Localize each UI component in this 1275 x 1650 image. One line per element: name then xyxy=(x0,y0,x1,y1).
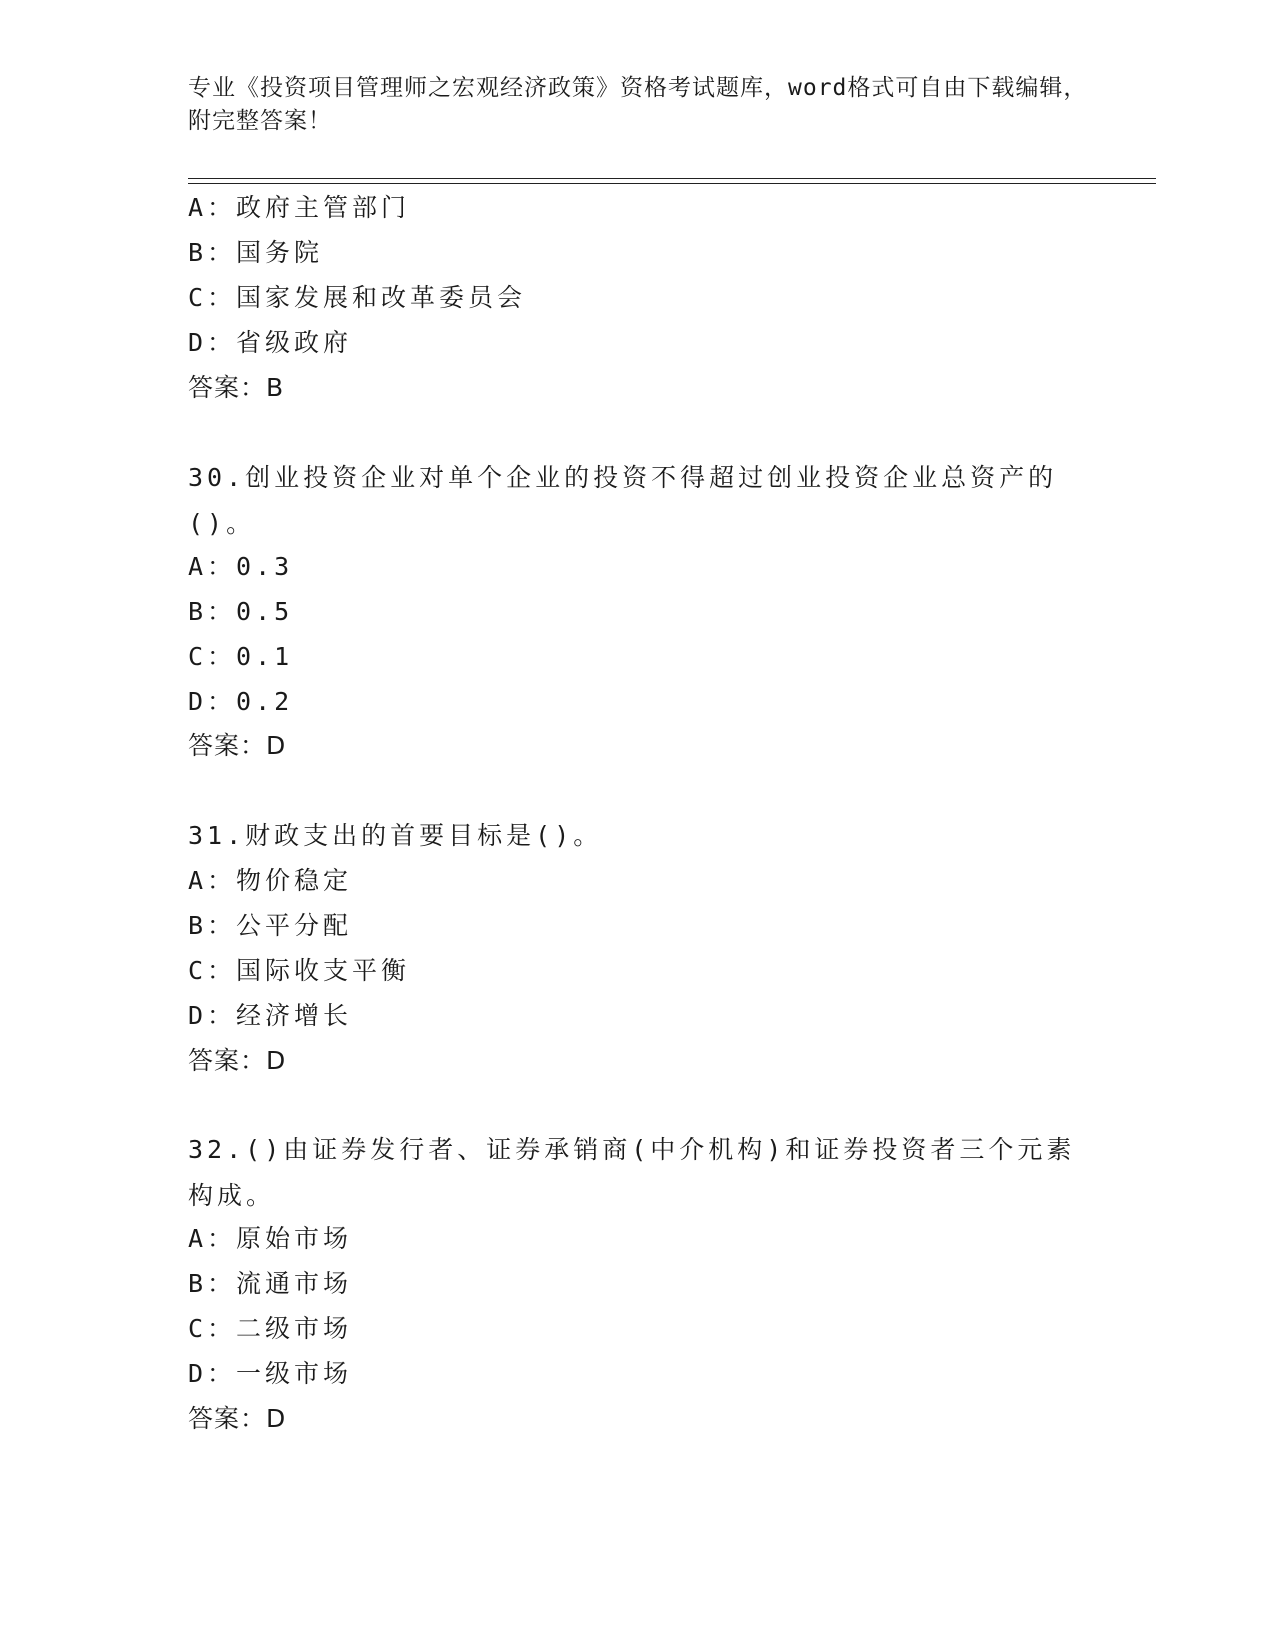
q30-option-d: D：0.2 xyxy=(188,687,294,716)
q32-option-a: A：原始市场 xyxy=(188,1224,353,1253)
q32-option-c: C：二级市场 xyxy=(188,1314,353,1343)
q29-answer: 答案：B xyxy=(188,373,285,402)
q29-option-c: C：国家发展和改革委员会 xyxy=(188,283,527,312)
q32-answer: 答案：D xyxy=(188,1404,287,1433)
header-divider-top xyxy=(188,178,1156,179)
q30-option-a: A：0.3 xyxy=(188,552,294,581)
q31-option-a: A：物价稳定 xyxy=(188,866,353,895)
q29-option-a: A：政府主管部门 xyxy=(188,193,411,222)
q32-stem: 32.()由证券发行者、证券承销商(中介机构)和证券投资者三个元素构成。 xyxy=(188,1135,1076,1210)
q30-stem: 30.创业投资企业对单个企业的投资不得超过创业投资企业总资产的()。 xyxy=(188,463,1058,538)
q31-option-c: C：国际收支平衡 xyxy=(188,956,411,985)
q32-option-b: B：流通市场 xyxy=(188,1269,353,1298)
q31-answer: 答案：D xyxy=(188,1046,287,1075)
q32-option-d: D：一级市场 xyxy=(188,1359,353,1388)
q30-answer: 答案：D xyxy=(188,731,287,760)
document-header: 专业《投资项目管理师之宏观经济政策》资格考试题库，word格式可自由下载编辑，附完整答案！ xyxy=(188,75,1088,134)
header-divider-bottom xyxy=(188,183,1156,184)
q29-option-d: D：省级政府 xyxy=(188,328,353,357)
q31-stem: 31.财政支出的首要目标是()。 xyxy=(188,821,603,850)
q31-option-b: B：公平分配 xyxy=(188,911,353,940)
q29-option-b: B：国务院 xyxy=(188,238,324,267)
q30-option-c: C：0.1 xyxy=(188,642,294,671)
q30-option-b: B：0.5 xyxy=(188,597,294,626)
q31-option-d: D：经济增长 xyxy=(188,1001,353,1030)
